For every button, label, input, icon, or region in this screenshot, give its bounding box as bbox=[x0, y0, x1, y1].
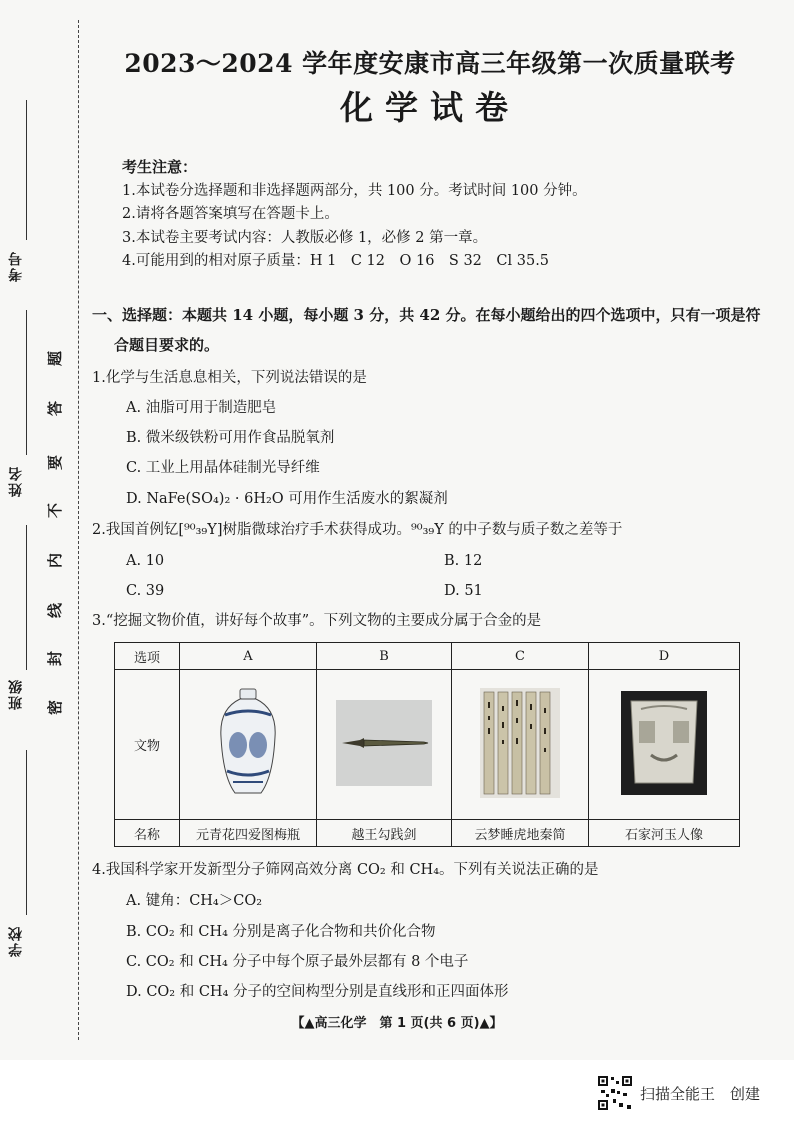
relic-table bbox=[114, 642, 740, 847]
relic-image-cell bbox=[180, 670, 317, 820]
question-2-option-c[interactable]: C. 39 bbox=[126, 583, 165, 599]
name-label: 姓名 bbox=[8, 465, 24, 497]
cut-line bbox=[78, 20, 79, 1040]
notice-item: 2.请将各题答案填写在答题卡上。 bbox=[122, 206, 339, 222]
exam-title: 2023～2024 学年度安康市高三年级第一次质量联考 bbox=[124, 49, 736, 78]
question-4-stem: 4.我国科学家开发新型分子筛网高效分离 CO₂ 和 CH₄。下列有关说法正确的是 bbox=[92, 862, 599, 878]
question-1-option-d[interactable]: D. NaFe(SO₄)₂ · 6H₂O 可用作生活废水的絮凝剂 bbox=[126, 491, 448, 507]
notice-item: 3.本试卷主要考试内容：人教版必修 1，必修 2 第一章。 bbox=[122, 229, 488, 246]
relic-image-cell bbox=[452, 670, 589, 820]
binding-margin bbox=[0, 0, 80, 1060]
subject-title: 化学试卷 bbox=[340, 88, 520, 127]
school-label: 学校 bbox=[8, 925, 24, 957]
row-header: 选项 bbox=[115, 643, 180, 670]
qr-code-icon[interactable] bbox=[597, 1075, 633, 1111]
seal-char: 内 bbox=[46, 552, 65, 569]
question-3-stem: 3.“挖掘文物价值，讲好每个故事”。下列文物的主要成分属于合金的是 bbox=[92, 613, 542, 629]
relic-name: 云梦睡虎地秦简 bbox=[452, 820, 589, 847]
relic-name: 元青花四爱图梅瓶 bbox=[180, 820, 317, 847]
bamboo-slips-image bbox=[480, 688, 560, 798]
row-header: 文物 bbox=[115, 670, 180, 820]
question-1-option-c[interactable]: C. 工业上用晶体硅制光导纤维 bbox=[126, 460, 320, 476]
question-4-option-d[interactable]: D. CO₂ 和 CH₄ 分子的空间构型分别是直线形和正四面体形 bbox=[126, 984, 509, 1000]
relic-image-cell bbox=[589, 670, 740, 820]
question-2-option-a[interactable]: A. 10 bbox=[126, 553, 165, 569]
relic-name: 石家河玉人像 bbox=[589, 820, 740, 847]
relic-name: 越王勾践剑 bbox=[317, 820, 452, 847]
question-4-option-a[interactable]: A. 键角：CH₄＞CO₂ bbox=[126, 893, 263, 909]
column-header: D bbox=[589, 643, 740, 670]
column-header: C bbox=[452, 643, 589, 670]
column-header: B bbox=[317, 643, 452, 670]
class-blank[interactable] bbox=[26, 525, 27, 670]
bronze-sword-image bbox=[336, 700, 432, 786]
notice-title: 考生注意： bbox=[122, 158, 198, 176]
section-heading bbox=[92, 300, 762, 360]
seal-char: 答 bbox=[46, 400, 65, 417]
question-1-stem: 1.化学与生活息息相关，下列说法错误的是 bbox=[92, 370, 367, 386]
class-label: 班级 bbox=[8, 678, 24, 710]
question-4-option-b[interactable]: B. CO₂ 和 CH₄ 分别是离子化合物和共价化合物 bbox=[126, 924, 436, 940]
school-blank[interactable] bbox=[26, 750, 27, 915]
question-2-option-b[interactable]: B. 12 bbox=[444, 553, 483, 569]
notice-item: 1.本试卷分选择题和非选择题两部分，共 100 分。考试时间 100 分钟。 bbox=[122, 182, 587, 199]
question-4-option-c[interactable]: C. CO₂ 和 CH₄ 分子中每个原子最外层都有 8 个电子 bbox=[126, 954, 469, 970]
row-header: 名称 bbox=[115, 820, 180, 847]
seal-char: 线 bbox=[46, 602, 65, 619]
jade-figure-image bbox=[621, 691, 707, 795]
section-line: 合题目要求的。 bbox=[114, 336, 220, 354]
scanner-watermark-text: 扫描全能王 创建 bbox=[640, 1085, 761, 1103]
column-header: A bbox=[180, 643, 317, 670]
name-blank[interactable] bbox=[26, 310, 27, 455]
seal-char: 要 bbox=[46, 454, 65, 471]
seal-char: 密 bbox=[46, 699, 65, 716]
seal-char: 题 bbox=[46, 350, 65, 367]
exam-number-blank[interactable] bbox=[26, 100, 27, 240]
relic-image-cell bbox=[317, 670, 452, 820]
seal-char: 封 bbox=[46, 650, 65, 667]
question-2-option-d[interactable]: D. 51 bbox=[444, 583, 483, 599]
notice-item: 4.可能用到的相对原子质量：H 1 C 12 O 16 S 32 Cl 35.5 bbox=[122, 253, 550, 269]
exam-number-label: 考号 bbox=[8, 250, 24, 282]
porcelain-vase-image bbox=[213, 687, 283, 799]
seal-char: 不 bbox=[46, 502, 65, 519]
question-2-stem: 2.我国首例钇[⁹⁰₃₉Y]树脂微球治疗手术获得成功。⁹⁰₃₉Y 的中子数与质子数之差等于 bbox=[92, 522, 623, 538]
section-line: 一、选择题：本题共 14 小题，每小题 3 分，共 42 分。在每小题给出的四个选项中，只有一项是符 bbox=[92, 306, 761, 324]
question-1-option-a[interactable]: A. 油脂可用于制造肥皂 bbox=[126, 400, 277, 416]
question-1-option-b[interactable]: B. 微米级铁粉可用作食品脱氧剂 bbox=[126, 430, 335, 446]
page-footer: 【▲高三化学 第 1 页(共 6 页)▲】 bbox=[291, 1016, 503, 1031]
candidate-notice bbox=[122, 156, 587, 274]
